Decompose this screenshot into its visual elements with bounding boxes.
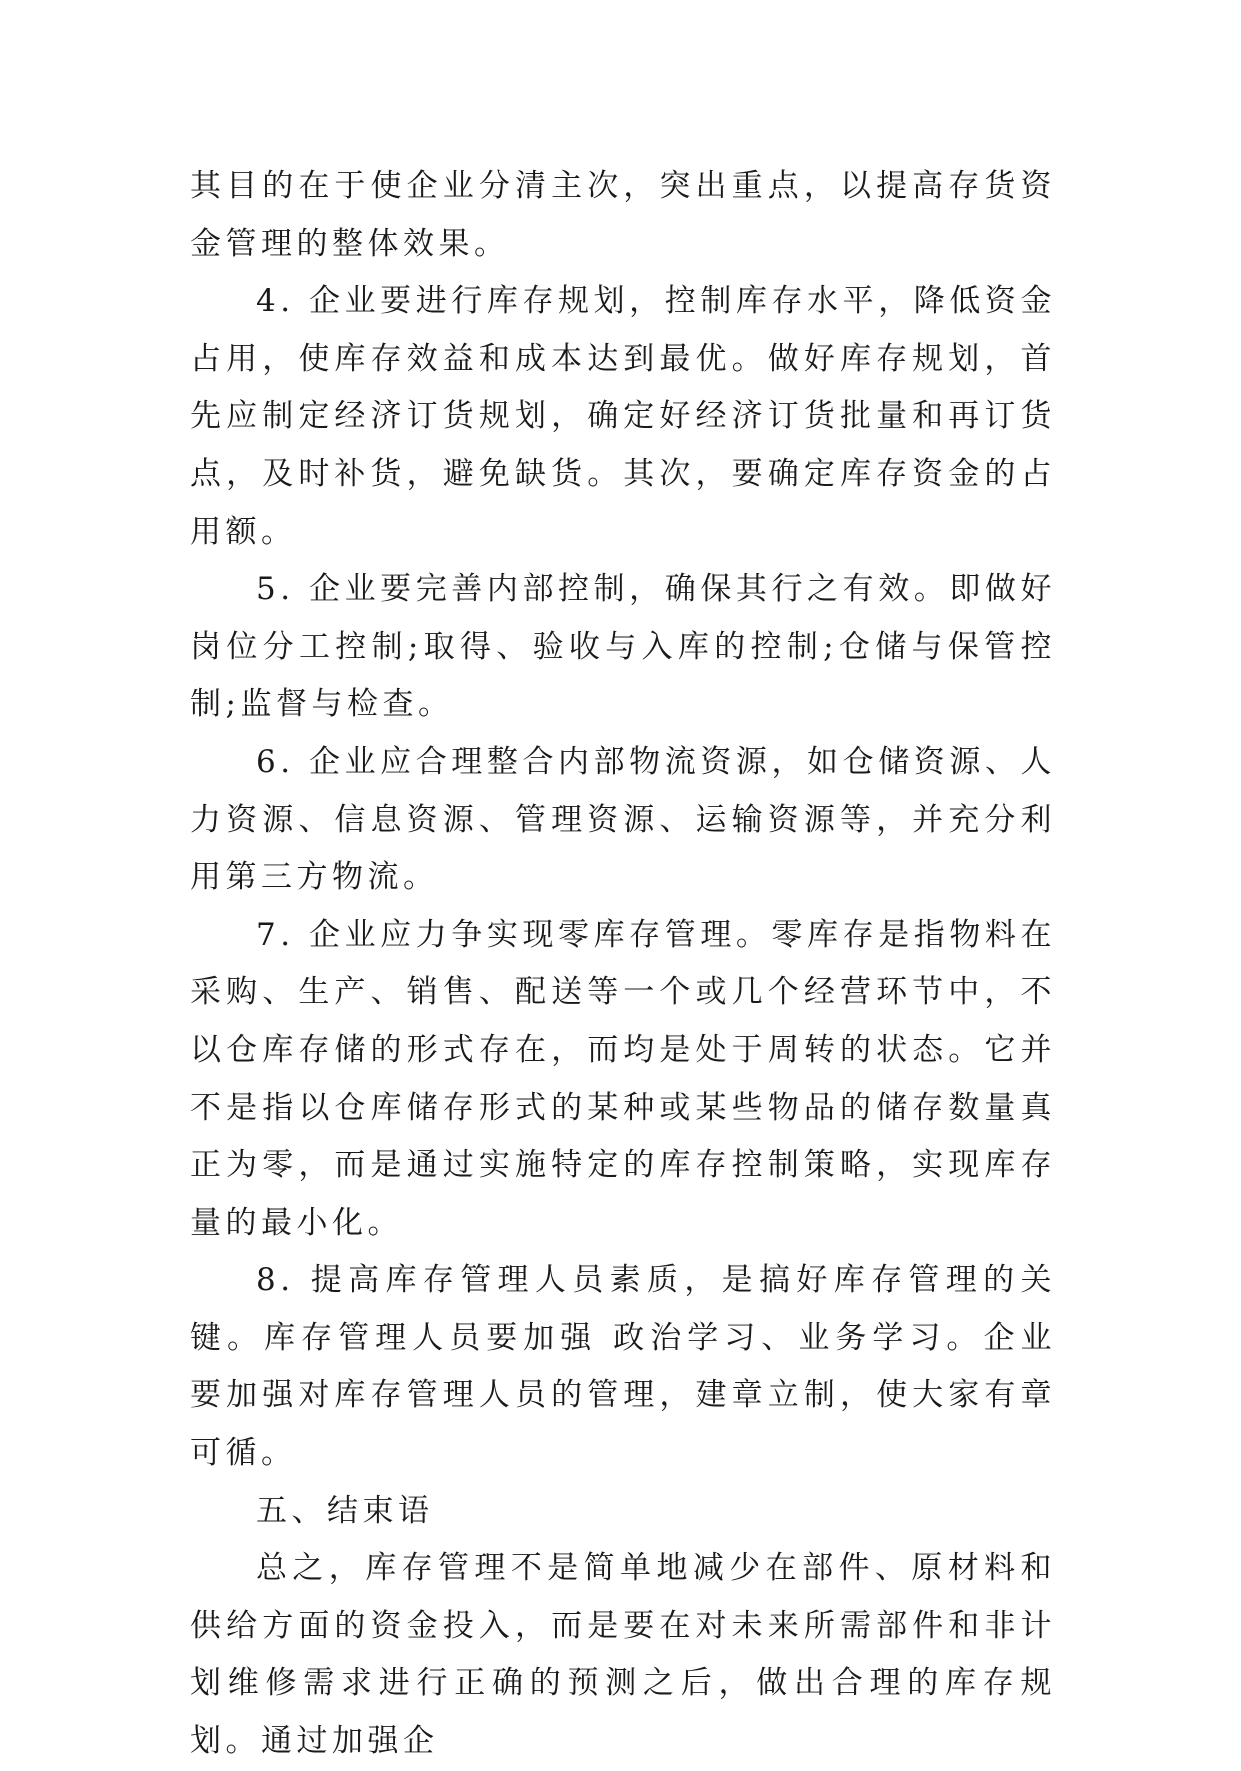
paragraph-conclusion: 总之，库存管理不是简单地减少在部件、原材料和供给方面的资金投入，而是要在对未来所需部件和非计划维修需求进行正确的预测之后，做出合理的库存规划。通过加强企 xyxy=(190,1550,1056,1760)
paragraph-continuation: 其目的在于使企业分清主次，突出重点，以提高存货资金管理的整体效果。 xyxy=(190,168,1056,262)
paragraph-item-7: 7. 企业应力争实现零库存管理。零库存是指物料在采购、生产、销售、配送等一个或几个经营环节中，不以仓库存储的形式存在，而均是处于周转的状态。它并不是指以仓库储存形式的某种或某些物品的储存数量真正为零，而是通过实施特定的库存控制策略，实现库存量的最小化。 xyxy=(190,916,1056,1241)
section-heading: 五、结束语 xyxy=(256,1492,434,1529)
paragraph-item-5: 5. 企业要完善内部控制，确保其行之有效。即做好岗位分工控制;取得、验收与入库的控制;仓储与保管控制;监督与检查。 xyxy=(190,571,1056,723)
paragraph-item-4: 4. 企业要进行库存规划，控制库存水平，降低资金占用，使库存效益和成本达到最优。做好库存规划，首先应制定经济订货规划，确定好经济订货批量和再订货点，及时补货，避免缺货。其次，要确定库存资金的占用额。 xyxy=(190,283,1056,550)
paragraph-item-8: 8. 提高库存管理人员素质，是搞好库存管理的关键。库存管理人员要加强 政治学习、业务学习。企业要加强对库存管理人员的管理，建章立制，使大家有章可循。 xyxy=(190,1262,1056,1472)
paragraph-item-6: 6. 企业应合理整合内部物流资源，如仓储资源、人力资源、信息资源、管理资源、运输资源等，并充分利用第三方物流。 xyxy=(190,743,1056,896)
document-page xyxy=(190,158,1056,1771)
